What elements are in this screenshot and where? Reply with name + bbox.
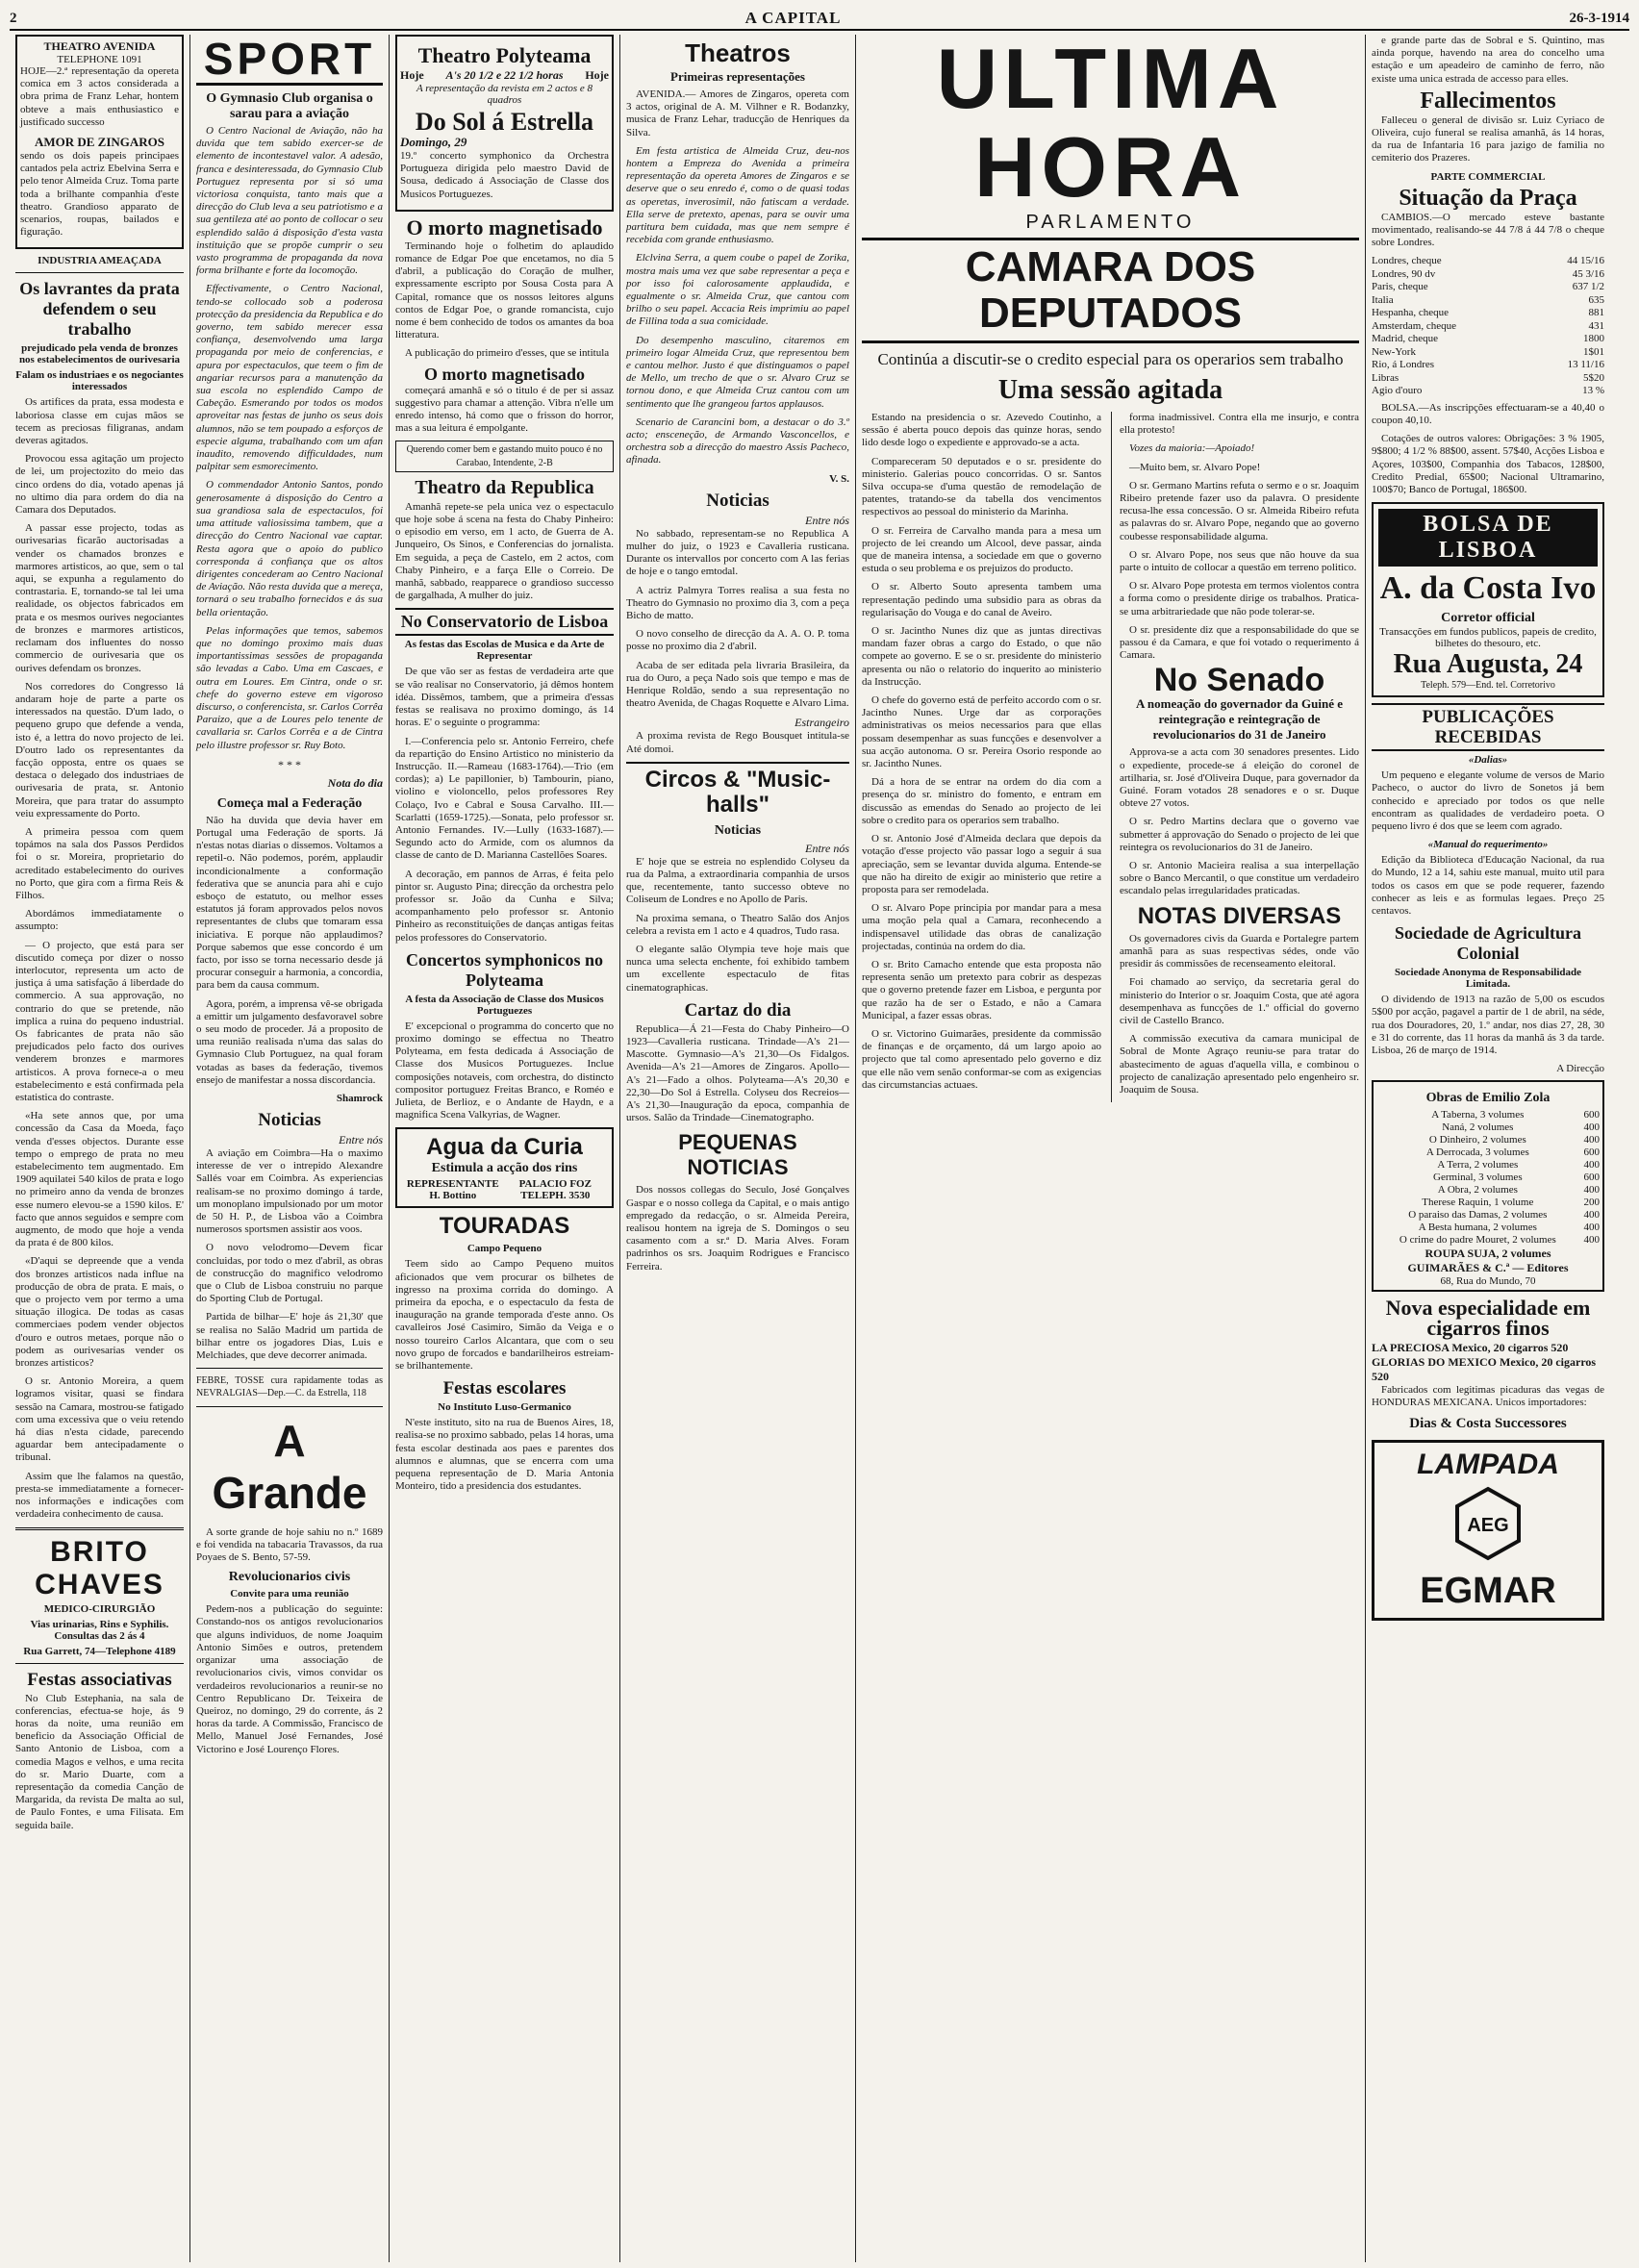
camara-title: CAMARA DOS DEPUTADOS	[862, 238, 1359, 343]
sessao-title: Uma sessão agitada	[997, 375, 1223, 405]
bolsa-ad-text: Transacções em fundos publicos, papeis de credito, bilhetes do thesouro, etc.	[1379, 626, 1597, 650]
conservatorio-p1: De que vão ser as festas de verdadeira arte que se vão realisar no Conservatorio, já dêmos hontem idéa. Dissêmos, tambem, que a primeira d'essas festas se realisava no proximo domingo, ás 14 horas. E' o seguinte o programma:	[395, 666, 614, 729]
polyteama-times	[400, 68, 609, 83]
theatro-head: THEATRO AVENIDA	[43, 39, 156, 53]
conservatorio-title: No Conservatorio de Lisboa	[395, 608, 614, 636]
zola-book-title: A Obra, 2 volumes	[1437, 1184, 1518, 1197]
no-senado-title: No Senado	[1153, 662, 1325, 699]
cambio-row	[1372, 359, 1604, 372]
left-p5: O sr. Jacintho Nunes diz que as juntas directivas mandam fazer obras a cargo do Estado, o que não compete ao governo. E se o sr. presidente do ministerio apresenta ou não o relatorio do inquerito ao ministerio da Instrucção.	[862, 625, 1101, 688]
zola-book-title: A Terra, 2 volumes	[1437, 1159, 1519, 1172]
theatros-title: Theatros	[685, 38, 791, 67]
festas-title: Festas associativas	[27, 1669, 172, 1690]
senado-p2: O sr. Pedro Martins declara que o governo vae submetter á approvação do Senado o projecto de lei que reintegra os revolucionarios do 31 de Janeiro.	[1120, 816, 1359, 853]
zola-row	[1376, 1121, 1600, 1134]
zola-row	[1376, 1172, 1600, 1184]
bolsa-text: BOLSA.—As inscripções effectuaram-se a 40,40 o coupon 40,10.	[1372, 401, 1604, 426]
zola-row	[1376, 1197, 1600, 1209]
zola-book-title: Therese Raquin, 1 volume	[1422, 1197, 1534, 1209]
publicacoes-text: Um pequeno e elegante volume de versos de Mario Pacheco, o auctor do livro de Sonetos já bem conhecido e apreciado por todos os que nelle encontram as qualidades de verdadeiro poeta. O pequeno livro é dos que se leem com agrado.	[1372, 769, 1604, 832]
cambio-value: 13 11/16	[1567, 359, 1604, 371]
left-p3: O sr. Ferreira de Carvalho manda para a mesa um projecto de lei creando um Alcool, deve passar, ainda que de maneira intensa, a sociedade em que o governo estuda o seu problema e os prejuizos do producto.	[862, 524, 1101, 575]
column-3	[390, 35, 620, 2262]
escolares-title: Festas escolares	[442, 1378, 567, 1399]
situacao-title: Situação da Praça	[1399, 185, 1577, 211]
noticias-p1: A aviação em Coimbra—Ha o maximo interesse de ver o intrepido Alexandre Sallés voar em Coimbra. As experiencias realisam-se no proximo domingo á tarde, um monoplano impulsionado por um motor de 50 H. P., de Lisboa vão a Coimbra numerosos sportsmen assistir aos voos.	[196, 1147, 383, 1236]
senado-p1: Approva-se a acta com 30 senadores presentes. Lido o expediente, procede-se á eleição do coronel de artilharia, sr. José d'Oliveira Duque, para governador da Guiné. Foram votados 28 senadores e o sr. Duque obteve 27 votos.	[1120, 746, 1359, 810]
lavrantes-p11: Assim que lhe falamos na questão, presta-se immediatamente a fornecer-nos informações e indicações com verdadeira conhecimento de causa.	[15, 1470, 184, 1521]
cambio-value: 635	[1588, 293, 1604, 306]
zola-publisher: GUIMARÃES & C.ª — Editores	[1407, 1261, 1569, 1275]
gym-p3: O commendador Antonio Santos, pondo generosamente á disposição do Centro a sua grandiosa sala de espectaculos, foi uma attitude valiosissima tambem, que a direcção do Centro Nacional vae captar. Resta agora que o apoio do publico corresponda á confiança que os altos dirigentes concederam ao Centro Nacional de Aviação. Não resta duvida que a mereça, tornará o seu trabalho fornecidos e ás sua bella orientação.	[196, 479, 383, 618]
running-header	[10, 8, 1629, 31]
manual-text: Edição da Biblioteca d'Educação Nacional, da rua do Mundo, 12 a 14, sahiu este manual, muito util para todos os casos em que se pode requerer, fazendo conhecer as leis e as formulas legaes. Preço 25 centavos.	[1372, 854, 1604, 917]
polyteama-title: Theatro Polyteama	[417, 43, 592, 67]
c4-noticias-p3: O novo conselho de direcção da A. A. O. P. toma posse no proximo dia 2 d'abril.	[626, 628, 849, 653]
theatro-telephone: TELEPHONE 1091	[57, 54, 142, 65]
lavrantes-sub: prejudicado pela venda de bronzes nos estabelecimentos de ourivesaria	[18, 342, 181, 366]
concertos-p1: E' excepcional o programma do concerto que no proximo domingo se effectua no Theatro Polyteama, em festa dedicada á Associação de Classe dos Musicos Portuguezes. Inclue composições notaveis, com orchestra, do distincto compositor portuguez Freitas Branco, e Roméo e Julieta, de Berlioz, e o Andante de Haydn, e a magnifica Scena Valkyrias, de Wagner.	[395, 1020, 614, 1121]
zola-row	[1376, 1147, 1600, 1159]
industria-head: INDUSTRIA AMEAÇADA	[38, 255, 162, 267]
ultima-right	[1111, 412, 1359, 1102]
zola-book-title: A Besta humana, 2 volumes	[1418, 1222, 1537, 1234]
agua-curia-ad	[395, 1127, 614, 1208]
c7-top-p1: e grande parte das de Sobral e S. Quintino, mas ainda porque, havendo na area do concelho uma estação e um apeadeiro de caminho de ferro, não existe uma unica estrada de accesso para elles.	[1372, 35, 1604, 85]
camara-deck: Continúa a discutir-se o credito especial para os operarios sem trabalho	[877, 350, 1344, 368]
circos-p2: Na proxima semana, o Theatro Salão dos Anjos celebra a revista em 1 acto e 4 quadros, Tudo rasa.	[626, 912, 849, 937]
zola-book-title: A Taberna, 3 volumes	[1431, 1109, 1525, 1121]
brito-chaves-ad: BRITO CHAVES	[35, 1535, 164, 1600]
nota-p2: Agora, porém, a imprensa vê-se obrigada a emittir um julgamento desfavoravel sobre o seu modo de proceder. Já a proposito de uma reunião realisada n'uma das salas do Gymnasio Club Portuguez, na qual foram votadas as bases da federação, tivemos ensejo de manifestar a nossa discordancia.	[196, 997, 383, 1086]
bolsa-ad-head: BOLSA DE LISBOA	[1378, 509, 1598, 567]
zola-book-title: O crime do padre Mouret, 2 volumes	[1399, 1234, 1556, 1247]
no-senado-sub: A nomeação do governador da Guiné e reintegração e reintegração de revolucionarios do 31 de Janeiro	[1136, 696, 1343, 743]
republica-title: Theatro da Republica	[415, 476, 594, 498]
cambio-row	[1372, 333, 1604, 346]
estrangeiro-p: A proxima revista de Rego Bousquet intitula-se Até domoi.	[626, 730, 849, 755]
left-p4: O sr. Alberto Souto apresenta tambem uma representação pedindo uma subsidio para as obras da regularisação do Vouga e do canal de Aveiro.	[862, 581, 1101, 618]
left-p8: O sr. Antonio José d'Almeida declara que depois da votação d'esse projecto vão passar logo a seguir á sua apreciação, sem se levantar duvida alguma. Entende-se que não ha direito de exigir ao ministerio que retire a proposta para ser remodelada.	[862, 833, 1101, 895]
pequenas-text: Dos nossos collegas do Seculo, José Gonçalves Gaspar e o nosso collega da Capital, e o mais antigo empregado da redacção, o sr. Almeida Pereira, realisou hontem na igreja de S. Domingos o seu casamento com a sr.ª D. Maria Alves. Foram padrinhos os srs. Joaquim Rodrigues e Francisco Ferreira.	[626, 1184, 849, 1273]
manual-sub: «Manual do requerimento»	[1427, 839, 1549, 851]
gym-p2: Effectivamente, o Centro Nacional, tendo-se collocado sob a poderosa protecção da presidencia da Republica e do governo, tem sabido merecer essa confiança, desenvolvendo uma larga propaganda por meio de conferencias, e apura por espectaculos, que teem o fim de angariar recursos para a manutenção da sua escola no esplendido Campo de Cabeção. Esmerando por todos os modos aproveitar nas festas de junho os seus dois alumnos, não se tem poupado a esforços de especie alguma, trabalhando com um afan inaudito, removendo difficuldades, num palpitar sem esmorecimento.	[196, 283, 383, 473]
ultima-left	[862, 412, 1101, 1102]
cambio-row	[1372, 372, 1604, 386]
left-p11: O sr. Victorino Guimarães, presidente da commissão de finanças e de orçamento, dá um largo apoio ao projecto que tal como apresentado pelo governo e diz que elle não vem senão conformar-se com as exigencias das circumstancias actuaes.	[862, 1027, 1101, 1091]
lavrantes-p8: «Ha sete annos que, por uma concessão da Casa da Moeda, faço venda d'esses objectos. Durante esse tempo o emprego de prata no meu estabelecimento tem augmentado. Em 1909 aquilatei 540 kilos de prata e logo no primeiro anno da venda de bronzes esse numero elevou-se a 1590 kilos. E' facto que annos seguidos e sempre com augmento, de modo que hoje a venda da prata é de 800 kilos.	[15, 1110, 184, 1249]
c4-noticias-p4: Acaba de ser editada pela livraria Brasileira, da rua do Ouro, a peça Nado sois que tempo e mas de Henrique Roldão, sendo a sua representação no theatro Avenida, de Chagas Roquette e Alvaro Lima.	[626, 659, 849, 710]
zola-row	[1376, 1184, 1600, 1197]
agua-right: PALACIO FOZ TELEPH. 3530	[518, 1178, 592, 1202]
c4-noticias-p1: No sabbado, representam-se no Republica A mulher do juiz, o 1923 e Cavalleria rusticana. Durante os intervallos por concerto com A las ferias de hoje e o tango emtodal.	[626, 527, 849, 578]
cambio-label: Hespanha, cheque	[1372, 307, 1450, 319]
page-date: 26-3-1914	[1569, 10, 1629, 26]
zola-ad	[1372, 1080, 1604, 1292]
morto-p1: Terminando hoje o folhetim do aplaudido romance de Edgar Poe que encetamos, no dia 5 d'abril, a publicação do Coração de mulher, expressamente escripto por Sousa Costa para A Capital, romance que os nossos leitores alguns contos de Edgar Poe, o grande romancista, cujo nome é bem conhecido de todos os amantes da boa litteratura.	[395, 239, 614, 341]
zola-book-price: 400	[1583, 1209, 1600, 1222]
cambio-row	[1372, 255, 1604, 268]
theatros-sub: Primeiras representações	[670, 69, 805, 84]
cambio-value: 44 15/16	[1567, 255, 1604, 267]
polyteama-box	[395, 35, 614, 212]
bolsa-ad-addr: Rua Augusta, 24	[1393, 649, 1583, 680]
gym-title: O Gymnasio Club organisa o sarau para a aviação	[206, 91, 373, 121]
cigarros-importer: Dias & Costa Successores	[1409, 1415, 1567, 1431]
zola-book-price: 600	[1583, 1109, 1600, 1121]
cigarros-line1: LA PRECIOSA Mexico, 20 cigarros 520	[1372, 1341, 1569, 1355]
bolsa-lisboa-ad	[1372, 502, 1604, 697]
egmar-word: EGMAR	[1420, 1570, 1556, 1611]
right-p4: O sr. Germano Martins refuta o sermo e o sr. Joaquim Ribeiro pretende fazer uso da palavra. O presidente recusa-lhe essa concessão. O sr. Almeida Ribeiro refuta as palavras do sr. Alvaro Pope, negando que ao governo coubesse responsabilidade alguma.	[1120, 479, 1359, 542]
gym-p1: O Centro Nacional de Aviação, não ha duvida que tem sabido exercer-se de elemento de incontestavel valor. A adesão, franca e desinteressada, do Gymnasio Club Portuguez representa por si só uma victoriosa conquista, tanto mais que a direcção do Club leva a seu patriotismo e a sua gentileza até ao ponto de collocar o seu esplendido salão á disposição d'esta vasta instituição que se propõe cumprir o seu vasto programma de propaganda da nova forma brilhante e forte da locomoção.	[196, 125, 383, 277]
nota-p1: Não ha duvida que devia haver em Portugal uma Federação de sports. Já n'estas notas diarias o dissemos. Voltamos a repetil-o. Não podemos, porém, applaudir incondicionalmente a conformação federativa que se anuncia para ahi e cujo esboço de estatuto, ou melhor esses estatutos já foram approvados pelos novos representantes de clubs que tomaram essa iniciativa. E porque não applaudimos? Porque sabemos que esse concordo é um facto, por isso se torna necessario desde já procurar conseguir a harmonia, a concordia, para bem da causa commum.	[196, 814, 383, 992]
nota-signature: Shamrock	[336, 1093, 383, 1105]
zola-book-title: Naná, 2 volumes	[1442, 1121, 1514, 1134]
cambio-label: Agio d'ouro	[1372, 385, 1423, 397]
cambio-label: New-York	[1372, 345, 1416, 358]
polyteama-sub: A representação da revista em 2 actos e 8 quadros	[416, 83, 593, 106]
theatros-p2: Em festa artistica de Almeida Cruz, deu-nos hontem a Empreza do Avenida a primeira representação da opereta Amores de Zingaros e se deserve que o seu enredo é, como o de quasi todas as operetas, inverosimil, não fatiscam a verdade. Ella serve de pretexto, apenas, para se ouvir uma partitura bem cuidada, mas que nem sempre é recebida com grande enthusiasmo.	[626, 144, 849, 246]
revol-title: Revolucionarios civis	[228, 1570, 351, 1585]
conservatorio-sub: As festas das Escolas de Musica e da Arte de Representar	[404, 639, 605, 663]
right-p7: O sr. presidente diz que a responsabilidade do que se passou é da Camara, e que foi votado o requerimento á Camara.	[1120, 623, 1359, 662]
agricultura-sig: A Direcção	[1556, 1063, 1604, 1075]
theatros-p4: Do desempenho masculino, citaremos em primeiro logar Almeida Cruz, que representou bem e cantou melhor. Justo é que distinguamos o papel de Mello, um trecho de que o sr. Alvaro Cruz se tornou dono, e que Almeida Cruz cantou com um sentimento que lhe grangeou fartos applausos.	[626, 334, 849, 410]
ultima-hora-title: ULTIMA HORA	[936, 35, 1285, 214]
cambio-value: 13 %	[1582, 385, 1604, 397]
a-grande-heading: A Grande	[212, 1415, 367, 1518]
cambio-label: Amsterdam, cheque	[1372, 319, 1456, 332]
agricultura-sub: Sociedade Anonyma de Responsabilidade Limitada.	[1394, 967, 1582, 991]
parte-commercial: PARTE COMMERCIAL	[1430, 170, 1546, 183]
cigarros-title: Nova especialidade em cigarros finos	[1385, 1296, 1591, 1341]
zola-book-title: Germinal, 3 volumes	[1433, 1172, 1523, 1184]
lampada-word: LAMPADA	[1417, 1448, 1559, 1480]
agua-sub: Estimula a acção dos rins	[431, 1161, 578, 1176]
polyteama-hoje-right: Hoje	[585, 68, 609, 82]
cambio-row	[1372, 385, 1604, 398]
zola-row	[1376, 1109, 1600, 1121]
zola-book-price: 600	[1583, 1147, 1600, 1159]
amor-text: sendo os dois papeis principaes cantados pela actriz Ebelvina Serra e pelo tenor Almeida Cruz. Toma parte toda a brilhante companhia d'este theatro. Grandioso apparato de scenarios, roupas, bailados e figuração.	[20, 150, 179, 239]
noticias-p2: O novo velodromo—Devem ficar concluidas, por todo o mez d'abril, as obras de construcção do magnifico velodromo que o Club de Lisboa construiu no parque do Sporting Club de Portugal.	[196, 1242, 383, 1305]
lavrantes-title: Os lavrantes da prata defendem o seu trabalho	[19, 279, 180, 340]
concertos-title: Concertos symphonicos no Polyteama	[405, 949, 603, 990]
lavrantes-p10: O sr. Antonio Moreira, a quem logramos visitar, quasi se findara sessão na Camara, mostrou-se fatigado com uma excessiva que o veiu retendo há dias n'esta cidade, parecendo aguardar bem antecipadamente o tribunal.	[15, 1375, 184, 1464]
noticias-sub: Entre nós	[339, 1133, 383, 1147]
page-number: 2	[10, 10, 17, 26]
zola-book-title: A Derrocada, 3 volumes	[1425, 1147, 1529, 1159]
zola-row	[1376, 1234, 1600, 1247]
circos-entre: Entre nós	[805, 841, 849, 855]
right-p2: Vozes da maioria:—Apoiado!	[1129, 442, 1255, 455]
agua-left: REPRESENTANTE H. Bottino	[406, 1178, 499, 1202]
cambio-row	[1372, 346, 1604, 360]
touradas-sub: Campo Pequeno	[466, 1243, 542, 1255]
zola-row	[1376, 1134, 1600, 1147]
right-p3: —Muito bem, sr. Alvaro Pope!	[1129, 461, 1261, 473]
polyteama-hoje-left: Hoje	[400, 68, 424, 82]
zola-roupa: ROUPA SUJA, 2 volumes	[1425, 1247, 1551, 1261]
carabao-ad: Querendo comer bem e gastando muito pouco é no Carabao, Intendente, 2-B	[395, 441, 614, 471]
circos-p3: O elegante salão Olympia teve hoje mais que nunca uma selecta enchente, foi exhibido tambem um excellente espectaculo de fitas cinematographicas.	[626, 943, 849, 994]
fallecimentos-title: Fallecimentos	[1420, 88, 1556, 113]
circos-title: Circos & "Music-halls"	[626, 762, 849, 818]
publicacoes-sub: «Dalias»	[1468, 754, 1508, 767]
cambio-value: 431	[1588, 319, 1604, 332]
chaves-addr: Rua Garrett, 74—Telephone 4189	[23, 1645, 176, 1657]
noticias-p3: Partida de bilhar—E' hoje ás 21,30' que se realisa no Salão Madrid um partida de bilhar entre os jogadores Dias, Luis e Melchiades, que deve decorrer animada.	[196, 1311, 383, 1362]
cambio-value: 881	[1588, 307, 1604, 319]
right-p6: O sr. Alvaro Pope protesta em termos violentos contra a forma como o presidente dirige os trabalhos. Pratica-se uma arbitrariedade que não pode tolerar-se.	[1120, 580, 1359, 617]
cambio-label: Paris, cheque	[1372, 281, 1428, 293]
sport-heading: SPORT	[196, 35, 383, 86]
masthead: A CAPITAL	[744, 9, 842, 27]
left-p10: O sr. Brito Camacho entende que esta proposta não representa senão um pretexto para cobrir as despezas que o governo pretende fazer em Lisboa, e pergunta por que razão ha de ser o Estado, e não a Camara Municipal, a fazer essas obras.	[862, 958, 1101, 1021]
zola-book-price: 400	[1583, 1121, 1600, 1134]
zola-book-title: O Dinheiro, 2 volumes	[1428, 1134, 1526, 1147]
zola-book-price: 600	[1583, 1172, 1600, 1184]
column-ultima-hora	[856, 35, 1366, 2262]
cigarros-line2: GLORIAS DO MEXICO Mexico, 20 cigarros 520	[1372, 1355, 1597, 1384]
agua-contacts	[402, 1178, 607, 1201]
estrangeiro-head: Estrangeiro	[794, 716, 849, 730]
cambio-value: 637 1/2	[1572, 281, 1604, 293]
zola-book-title: O paraiso das Damas, 2 volumes	[1408, 1209, 1548, 1222]
lavrantes-p9: «D'aqui se depreende que a venda dos bronzes artisticos nada influe na producção de obra de prata. E mais, o que o projecto vem por termo a uma situação illogica. De todas as casas commerciaes podem vender objectos d'ouro e outros metaes, porque não o podem as ourivesarias vender os bronzes artisticos?	[15, 1255, 184, 1370]
notas-p1: Os governadores civis da Guarda e Portalegre partem amanhã para as suas respectivas sédes, onde vão presidir ás commissões de recenseamento eleitoral.	[1120, 932, 1359, 970]
notas-p3: A commissão executiva da camara municipal de Sobral de Monte Agraço reuniu-se para tratar do abastecimento de aguas d'aquella villa, e combinou o projecto de canalização apresentado pelo engenheiro sr. Joaquim de Sousa.	[1120, 1033, 1359, 1096]
morto-title: O morto magnetisado	[406, 214, 603, 239]
cambio-row	[1372, 281, 1604, 294]
bolsa-ad-name: A. da Costa Ivo	[1379, 570, 1597, 607]
c4-noticias-sub: Entre nós	[805, 513, 849, 527]
cambio-label: Italia	[1372, 293, 1394, 306]
revol-text: Pedem-nos a publicação do seguinte: Constando-nos os antigos revolucionarios que alguns individuos, de nome Joaquim Antonio Simões e outros, pretendem organizar uma associação de revolucionarios civis, vimos convidar os verdadeiros revolucionarios a reunir-se no Centro Republicano Dr. Teixeira de Queiroz, no domingo, 29 do corrente, ás 2 horas da tarde. A Commissão, Francisco de Mello, Manuel José Fernandes, José Victorino e José Lourenço Flores.	[196, 1603, 383, 1755]
fallecimentos-text: Falleceu o general de divisão sr. Luiz Cyriaco de Oliveira, cujo funeral se realisa amanhã, ás 14 horas, da rua de Infantaria 16 para jazigo de familia no cemiterio dos Prazeres.	[1372, 113, 1604, 164]
cambio-value: 45 3/16	[1572, 267, 1604, 280]
lampada-egmar-ad	[1372, 1440, 1604, 1621]
morto-p3: começará amanhã e só o titulo é de per si assaz suggestivo para chamar a attenção. Vibra n'elle um enredo intenso, há como que o frisson do horror, mas a sua leitura é empolgante.	[395, 384, 614, 435]
parlamento-label: PARLAMENTO	[1025, 212, 1196, 233]
cambio-label: Londres, cheque	[1372, 255, 1442, 267]
circos-noticias: Noticias	[714, 822, 762, 838]
nota-title: Começa mal a Federação	[216, 795, 363, 811]
cambio-row	[1372, 268, 1604, 282]
zola-row	[1376, 1209, 1600, 1222]
lavrantes-p5: A primeira pessoa com quem topámos na sala dos Passos Perdidos foi o sr. Moreira, proprietario do acreditado estabelecimento do ourives no Porto, que gira com a firma Reis & Filhos.	[15, 825, 184, 901]
lavrantes-p3: A passar esse projecto, todas as ourivesarias ficarão auctorisadas a vender os chamados bronzes e marmores artisticos, ao que, sem o tal aqui, se expunha a regulamento do contrastaria. E, tornando-se tal lei uma realidade, os objectos fabricados em prata e os mesmos ourives negociantes de bronzes e marmores artisticos, reclamam dos influentes do nosso commercio de ourivesaria que os ourives defendam os bronzes.	[15, 522, 184, 674]
zola-title: Obras de Emilio Zola	[1425, 1091, 1551, 1106]
bolsa-ad-tel: Teleph. 579—End. tel. Corretorivo	[1421, 680, 1555, 692]
cambio-value: 1800	[1583, 333, 1604, 345]
theatro-text: HOJE—2.ª representação da opereta comica em 3 actos considerada a obra prima de Franz Lehar, hontem obteve a mais enthusiastico e justificado successo	[20, 65, 179, 128]
zola-book-price: 400	[1583, 1234, 1600, 1247]
revol-sub: Convite para uma reunião	[230, 1588, 349, 1600]
amor-zingaros: AMOR DE ZINGAROS	[34, 135, 165, 150]
column-4	[620, 35, 856, 2262]
lavrantes-p7: — O projecto, que está para ser discutido começa por dizer o nosso interlocutor, representa um acto de justiça á uma satisfação á liberdade do commercio. A sua approvação, no contrario do que se pretende, não implica a ruina do pequeno industrial. Os fabricantes de prata não são prejudicados pelo facto dos ourives venderem bronzes e marmores artisticos. A prova fornece-a o meu estabelecimento e está confirmada pela estatistica do contraste.	[15, 939, 184, 1103]
left-p1: Estando na presidencia o sr. Azevedo Coutinho, a sessão é aberta pouco depois das quinze horas, sendo lido desde logo o expediente e approvado-se a acta.	[862, 412, 1101, 449]
festas-text: No Club Estephania, na sala de conferencias, efectua-se hoje, ás 9 horas da noite, uma reunião em beneficio da Associação Official de Santo Antonio de Lisboa, com a comedia Magos e velhos, e uma recita do sr. Mario Duarte, com a representação da comedia Canção de Margarida, da revista De malta ao sul, de Paulo Fontes, e uma Filisata. Em seguida baile.	[15, 1692, 184, 1831]
left-p2: Compareceram 50 deputados e o sr. presidente do ministerio. Galerias pouco concorridas. O sr. Santos Silva occupa-se d'uma questão de remodelação de patentes, tratando-se da tabella dos vencimentos respectivos ao pessoal do ministerio da Marinha.	[862, 455, 1101, 518]
morto-title2: O morto magnetisado	[424, 364, 585, 384]
conservatorio-p3: A decoração, em pannos de Arras, é feita pelo pintor sr. Augusto Pina; direcção da orchestra pelo professor sr. João da Cunha e Silva; acompanhamento pelo professor sr. Antonio Pinheiro as reconstituições de danças antigas feitas pelos professores do Conservatorio.	[395, 868, 614, 944]
cambio-row	[1372, 307, 1604, 320]
agricultura-text: O dividendo de 1913 na razão de 5,00 os escudos 5$00 por acção, pagavel a partir de 1 de abril, na séde, rua dos Douradores, 20, 1.º andar, nos dias 27, 28, 30 e 31 do corrente, das 11 horas da manhã ás 3 da tarde. Lisboa, 26 de março de 1914.	[1372, 994, 1604, 1056]
circos-p1: E' hoje que se estreia no esplendido Colyseu da rua da Palma, a extraordinaria companhia de ursos que, recentemente, tanto successo obteve no Coliseum de Londres e no Apollo de Paris.	[626, 855, 849, 906]
theatro-avenida-box	[15, 35, 184, 249]
notas-title: NOTAS DIVERSAS	[1137, 902, 1342, 929]
right-p1: forma inadmissivel. Contra ella me insurjo, e contra ella protesto!	[1120, 412, 1359, 437]
chaves-sub: MEDICO-CIRURGIÃO	[43, 1602, 156, 1615]
zola-book-price: 400	[1583, 1159, 1600, 1172]
zola-book-price: 400	[1583, 1134, 1600, 1147]
cambio-label: Rio, á Londres	[1372, 359, 1435, 371]
left-p7: Dá a hora de se entrar na ordem do dia com a presença do sr. ministro do fomento, e entram em discussão as emendas do Senado ao projecto de lei sobre o credito para os operarios sem trabalho.	[862, 776, 1101, 826]
theatros-p1: AVENIDA.— Amores de Zingaros, opereta com 3 actos, original de A. M. Vilhner e R. Bodanzky, musica de Franz Lehar, traducção de Henriques da Silva.	[626, 88, 849, 139]
morto-p2: A publicação do primeiro d'esses, que se intitula	[405, 347, 610, 360]
nota-head: Nota do dia	[327, 775, 383, 790]
polyteama-text: 19.º concerto symphonico da Orchestra Portugueza dirigida pelo maestro David de Sousa, dedicado á Associação de Classe dos Musicos Portuguezes.	[400, 150, 609, 200]
left-p6: O chefe do governo está de perfeito accordo com o sr. Jacintho Nunes. Urge dar as corporações administrativas os meios necessarios para que ellas possam desempenhar as suas funcções e desenvolver a sua acção autonoma. O sr. Pereira Osorio responde ao sr. Jacintho Nunes.	[862, 694, 1101, 770]
publicacoes-title: PUBLICAÇÕES RECEBIDAS	[1372, 703, 1604, 751]
cambio-row	[1372, 320, 1604, 334]
cigarros-text: Fabricados com legitimas picaduras das vegas de HONDURAS MEXICANA. Unicos importadores:	[1372, 1384, 1604, 1409]
febre-ad: FEBRE, TOSSE cura rapidamente todas as NEVRALGIAS—Dep.—C. da Estrella, 118	[196, 1375, 383, 1399]
theatros-p3: Elclvina Serra, a quem coube o papel de Zorika, mostra mais uma vez que sabe representar a peça e por isso foi calorosamente applaudida, e egualmente o sr. Almeida Cruz, que cantou com brilho o seu papel. Accacia Reis imprimiu ao papel de Fillina toda a sua comicidade.	[626, 252, 849, 328]
lavrantes-sub2: Falam os industriaes e os negociantes interessados	[15, 369, 184, 393]
lavrantes-p2: Provocou essa agitação um projecto de lei, um projectozito do meio das cinco ordens do dia, votado apenas já no ultimo dia para ordem do dia na Camara dos Deputados.	[15, 453, 184, 517]
zola-row	[1376, 1222, 1600, 1234]
cambio-value: 5$20	[1583, 371, 1604, 384]
cambio-row	[1372, 294, 1604, 308]
escolares-text: N'este instituto, sito na rua de Buenos Aires, 18, realisa-se no proximo sabbado, pelas 14 horas, uma festa escolar destinada aos paes e parentes dos alumnos e alumnas, que se encerra com uma pequena representação de D. Maria Antonia Monteiro, tido a presidencia dos estudantes.	[395, 1417, 614, 1493]
theatros-p5: Scenario de Carancini bom, a destacar o do 3.º acto; ensceneção, de Armando Vasconcellos, e orchestra sob a direcção do maestro Assis Pacheco, afinada.	[626, 416, 849, 466]
cartaz-title: Cartaz do dia	[684, 999, 792, 1021]
zola-book-price: 400	[1583, 1222, 1600, 1234]
cambio-label: Madrid, cheque	[1372, 333, 1439, 345]
column-2	[190, 35, 390, 2262]
separator-stars: * * *	[278, 757, 301, 771]
lavrantes-p4: Nos corredores do Congresso lá andaram hoje de parte a parte os interessados na questão. D'um lado, o pequeno grupo que defende a venda, isto é, a lettra do novo projecto de lei. D'outro lado os representantes da facção opposta, entre os quaes se destaca o delegado dos industriaes de ourivesaria de prata, sr. Antonio Moreira, que para tratar do assumpto veiu expressamente do Porto.	[15, 680, 184, 819]
agua-title: Agua da Curia	[426, 1134, 583, 1161]
c4-noticias-p2: A actriz Palmyra Torres realisa a sua festa no Theatro do Gymnasio no proximo dia 3, com a peça Bicho de matto.	[626, 584, 849, 621]
pequenas-title: PEQUENAS NOTICIAS	[678, 1130, 797, 1180]
touradas-text: Teem sido ao Campo Pequeno muitos aficionados que vem procurar os bilhetes de ingresso na proxima corrida do domingo. A primeira da epocha, e o espectaculo da festa de inauguração na grande temporada d'este anno. Os cavalleiros José Casimiro, Simão da Veiga e o nosso toureiro Carlos Alcantara, que com o seu novo grupo de forcados e bandarilheiros estreiam-se brilhantemente.	[395, 1258, 614, 1372]
left-p9: O sr. Alvaro Pope principia por mandar para a mesa uma moção pela qual a Camara, reconhecendo a indispensavel utilidade das obras de canalização projectadas, continúa na ordem do dia.	[862, 902, 1101, 952]
right-p5: O sr. Alvaro Pope, nos seus que não houve da sua parte o intuito de collocar a questão em terreno politico.	[1120, 548, 1359, 574]
notas-p2: Foi chamado ao serviço, da secretaria geral do ministerio do Interior o sr. Joaquim Costa, que até agora desempenhava as funcções de 1.º official do governo civil de Castello Branco.	[1120, 976, 1359, 1026]
zola-table	[1376, 1109, 1600, 1247]
cartaz-text: Republica—Á 21—Festa do Chaby Pinheiro—O 1923—Cavalleria rusticana. Trindade—A's 21—Mascotte. Gymnasio—A's 21,30—Os Fidalgos. Avenida—A's 21—Amores de Zingaros. Apollo—A's 21—Fado a olhos. Polyteama—A's 20,30 e 22,30—Do Sol á Estrella. Colyseu dos Recreios—A's 21,30—Inauguração da epoca, companhia de ursos. Salão da Trindade—Cinematographo.	[626, 1022, 849, 1124]
conservatorio-p2: I.—Conferencia pelo sr. Antonio Ferreiro, chefe da repartição do Ensino Artistico no ministerio da Instrucção. II.—Rameau (1683-1764).—Trio (em cordas); a) Le papillonier, b) Tambourin, piano, violino e violoncello, pelos professores Rey Colaço, Ivo e Cabral e Sousa Carvalho. III.—Scarlatti (1659-1725).—Sonata, pelo professor sr. Antonio Fernandes. IV.—Lully (1633-1687).—Segundo acto do Armide, com os alumnos da classe de canto de D. Marianna Castellões Soares.	[395, 735, 614, 862]
escolares-sub: No Instituto Luso-Germanico	[438, 1401, 571, 1414]
zola-addr: 68, Rua do Mundo, 70	[1440, 1275, 1536, 1288]
agricultura-title: Sociedade de Agricultura Colonial	[1395, 923, 1581, 964]
cambios-table	[1372, 255, 1604, 398]
c4-noticias-head: Noticias	[706, 490, 769, 511]
zola-book-price: 400	[1583, 1184, 1600, 1197]
zola-row	[1376, 1159, 1600, 1172]
lavrantes-p1: Os artifices da prata, essa modesta e laboriosa classe em cujas mãos se tecem as preciosas filigranas, andam deveras agitados.	[15, 396, 184, 447]
gym-p4: Pelas informações que temos, sabemos que no domingo proximo mais duas importantissimas sessões de propaganda são levadas a Cabo. Uma em Cascaes, e outra em Loures. Em Cintra, onde o sr. chefe do governo esteve em vigoroso discurso, o conferencista, sr. Carlos Corrêa Paraizo, que a de Loures pelo tenente de cavallaria sr. Carlos Corrêa e a de Cintra pelo illustre professor sr. Ruy Boto.	[196, 624, 383, 751]
polyteama-show: Do Sol á Estrella	[415, 108, 594, 136]
lavrantes-p6: Abordámos immediatamente o assumpto:	[15, 908, 184, 933]
obrigacoes-text: Cotações de outros valores: Obrigações: 3 % 1905, 9$800; 4 1/2 % 88$00, assent. 57$40, Acções Lisboa e Açores, 103$00, Companhia dos Tabacos, 128$00, Credito Predial, 65$00; Nacional Ultramarino, 100$70; Banco de Portugal, 186$00.	[1372, 433, 1604, 495]
aeg-hexagon-icon	[1450, 1485, 1526, 1562]
cambio-value: 1$01	[1583, 345, 1604, 358]
column-7	[1366, 35, 1610, 2262]
concertos-sub: A festa da Associação de Classe dos Musicos Portuguezes	[405, 993, 604, 1017]
cambio-label: Libras	[1372, 371, 1399, 384]
theatros-signature: V. S.	[829, 472, 849, 485]
column-1	[10, 35, 190, 2262]
polyteama-domingo: Domingo, 29	[400, 135, 467, 149]
cambio-label: Londres, 90 dv	[1372, 267, 1436, 280]
aeg-text: AEG	[1467, 1514, 1509, 1536]
noticias-head: Noticias	[258, 1110, 321, 1131]
senado-p3: O sr. Antonio Macieira realisa a sua interpellação sobre o Banco Mercantil, o que constitue um verdadeiro escandalo pelas irregularidades praticadas.	[1120, 860, 1359, 897]
chaves-text: Vias urinarias, Rins e Syphilis. Consultas das 2 ás 4	[30, 1618, 169, 1642]
polyteama-hours: A's 20 1/2 e 22 1/2 horas	[445, 68, 564, 82]
touradas-title: TOURADAS	[439, 1213, 570, 1240]
republica-text: Amanhã repete-se pela unica vez o espectaculo que hoje sobe á scena na festa do Chaby Pinheiro: o episodio em verso, em 1 acto, de Guerra de A. Junqueiro, Os Sinos, e Conferencias do jornalista. Em seguida, a peça de Castelo, em 2 actos, com Chaby Pinheiro, e a farça Elle o Correio. De manhã, sabbado, reapparece o grandioso successo de gargalhada, A mulher do juiz.	[395, 500, 614, 602]
zola-book-price: 200	[1583, 1197, 1600, 1209]
bolsa-ad-role: Corretor official	[1441, 611, 1535, 626]
ultima-two-col	[862, 412, 1359, 1102]
cambios-intro: CAMBIOS.—O mercado esteve bastante movimentado, realisando-se 44 7/8 á 44 7/8 o cheque sobre Londres.	[1372, 211, 1604, 249]
grande-text: A sorte grande de hoje sahiu no n.º 1689 e foi vendida na tabacaria Travassos, da rua Poyaes de S. Bento, 57-59.	[196, 1525, 383, 1564]
